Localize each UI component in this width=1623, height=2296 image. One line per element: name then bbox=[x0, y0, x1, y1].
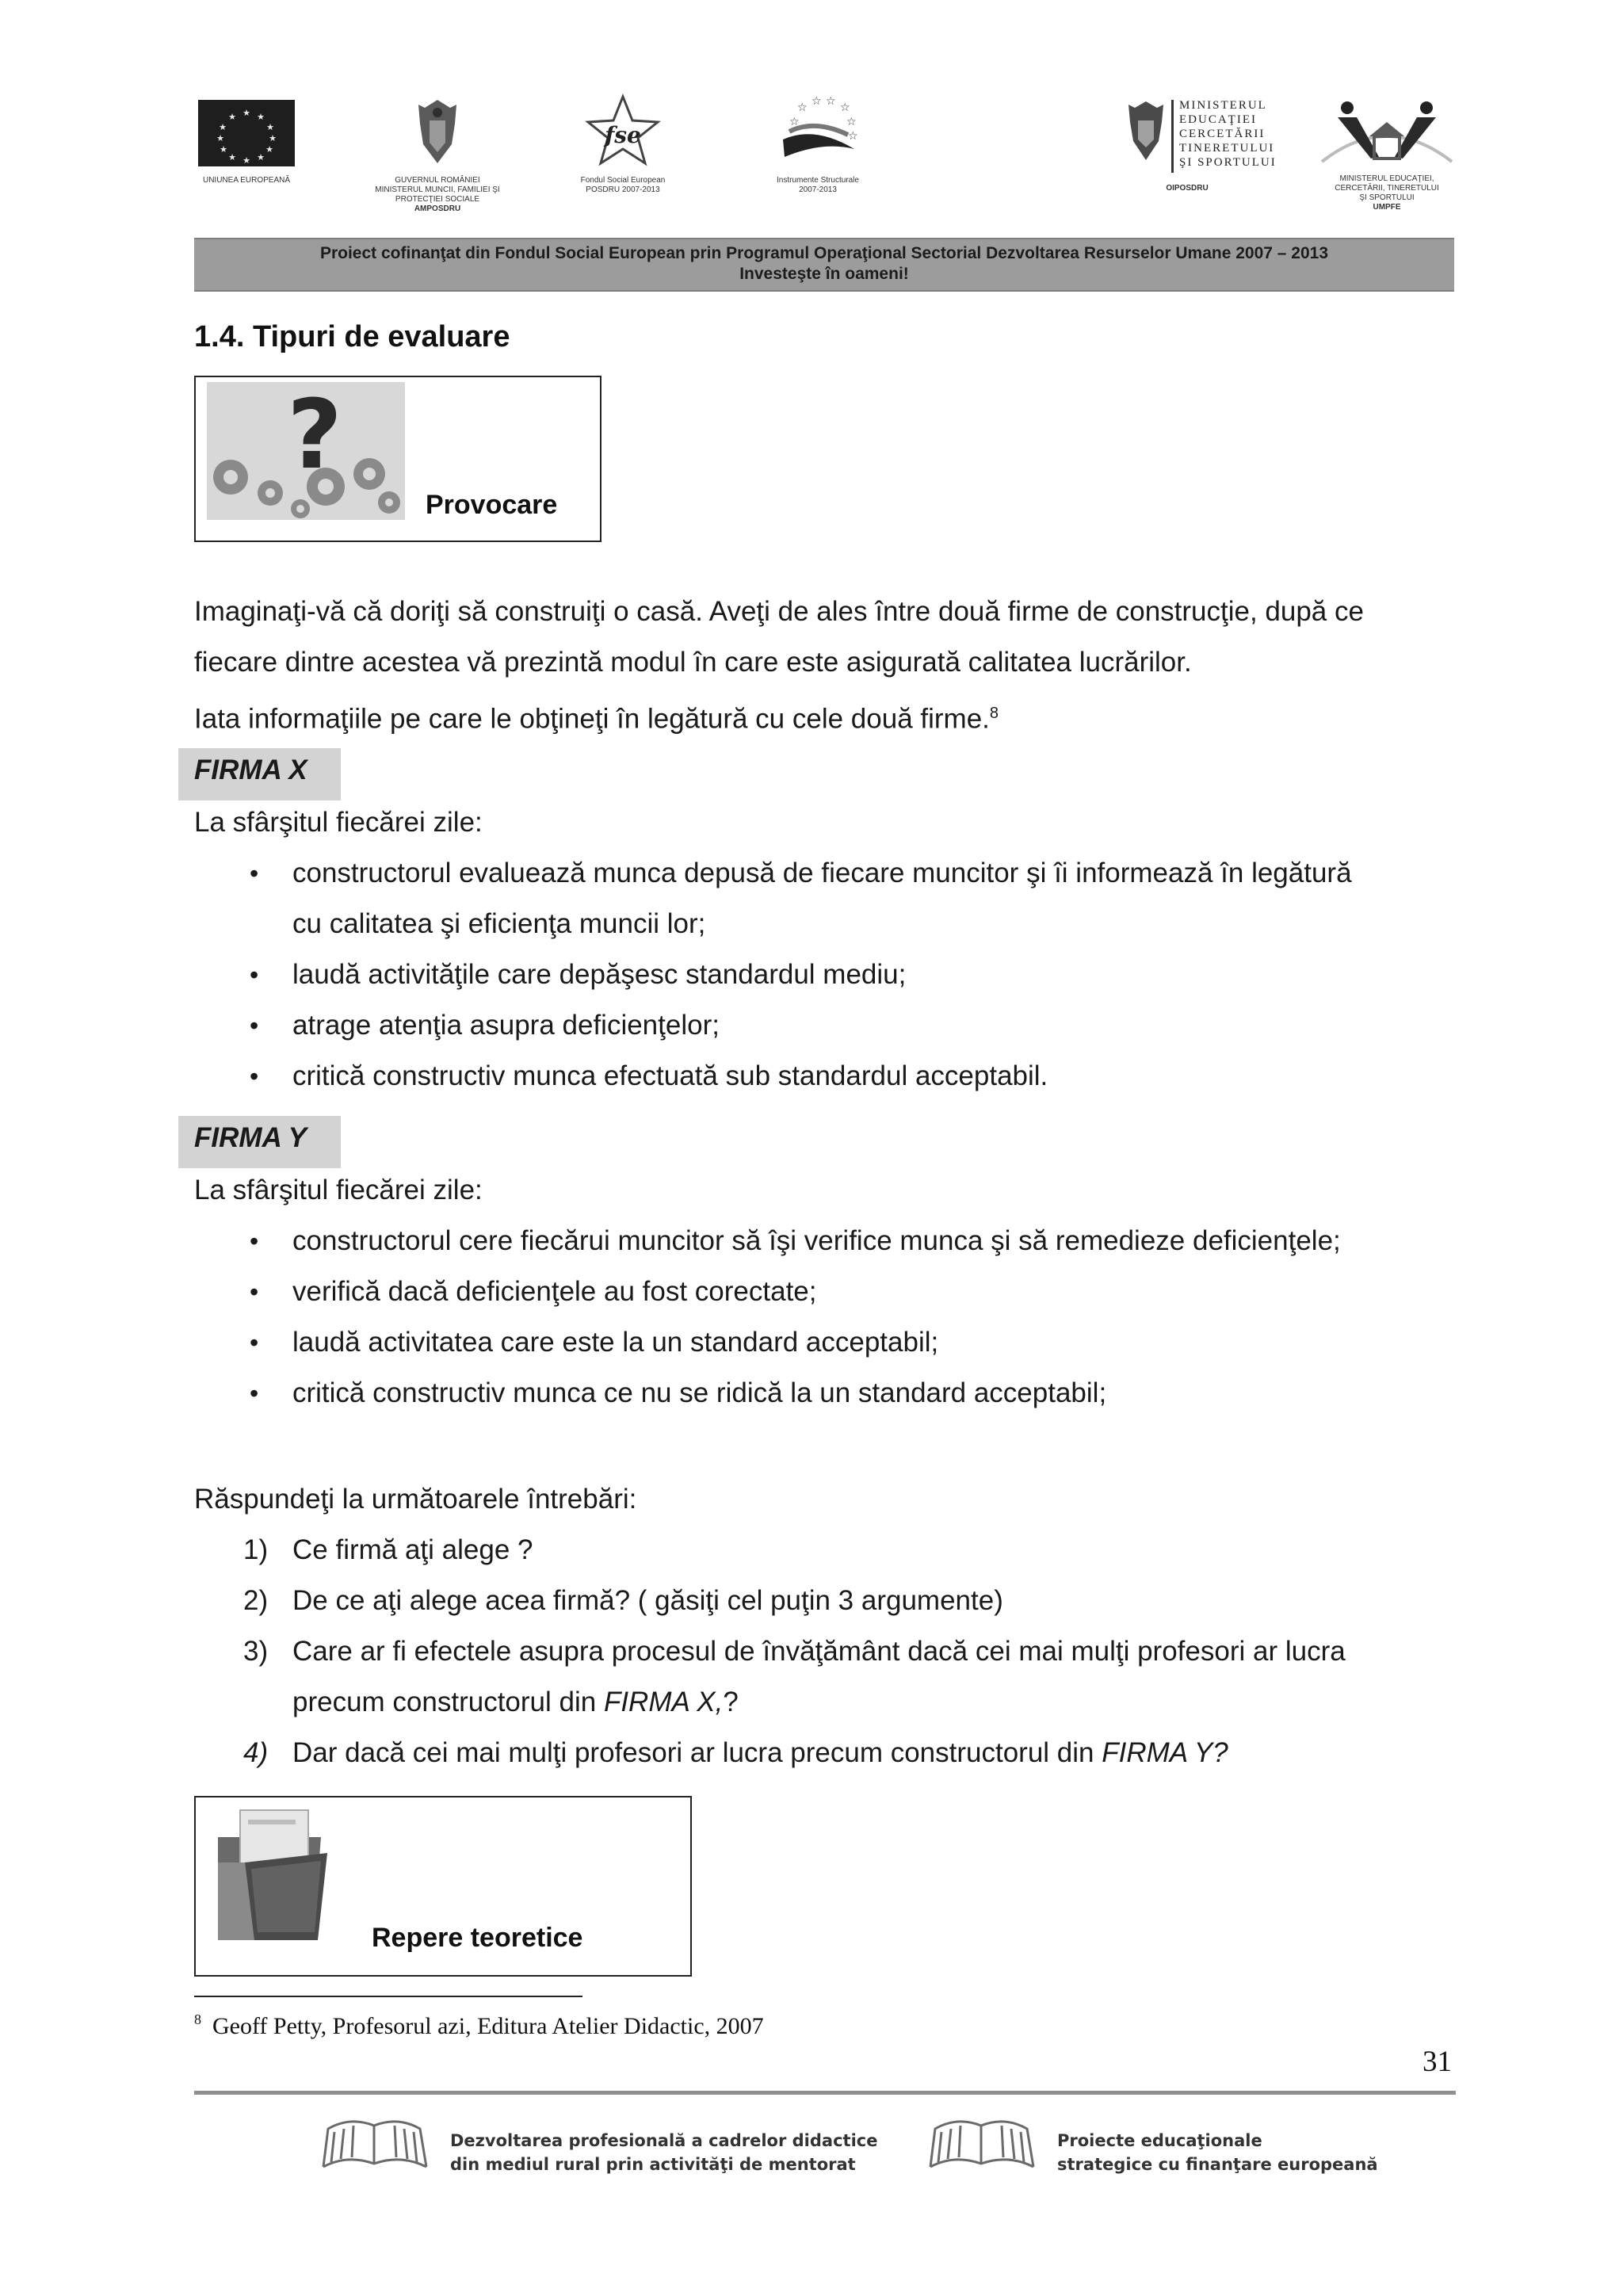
svg-text:★: ★ bbox=[219, 122, 227, 132]
firm-y-lead: La sfârşitul fiecărei zile: bbox=[194, 1175, 483, 1205]
structural-caption: Instrumente Structurale 2007-2013 bbox=[777, 176, 859, 194]
svg-text:fse: fse bbox=[605, 122, 641, 148]
list-item: • constructorul evaluează munca depusă de fiecare muncitor şi îi informează în legătură bbox=[250, 858, 1352, 888]
footnote-ref: 8 bbox=[989, 705, 999, 722]
question-3: 3) Care ar fi efectele asupra procesul de învăţământ dacă cei mai mulţi profesori ar lucra bbox=[243, 1636, 1346, 1667]
svg-text:★: ★ bbox=[265, 144, 273, 155]
firm-x-tag: FIRMA X bbox=[178, 748, 341, 800]
footer-right-text: Proiecte educaţionale strategice cu finanţare europeană bbox=[1057, 2131, 1378, 2174]
questions-lead: Răspundeţi la următoarele întrebări: bbox=[194, 1484, 637, 1515]
list-item: • critică constructiv munca ce nu se ridică la un standard acceptabil; bbox=[250, 1377, 1107, 1408]
gov-crest-icon bbox=[412, 97, 463, 166]
svg-text:★: ★ bbox=[266, 122, 274, 132]
intro-paragraph bbox=[194, 586, 1364, 745]
list-item: • constructorul cere fiecărui muncitor să îşi verifice munca şi să remedieze deficienţele; bbox=[250, 1225, 1341, 1256]
gov-caption: GUVERNUL ROMÂNIEI MINISTERUL MUNCII, FAMILIEI ŞI PROTECŢIEI SOCIALE AMPOSDRU bbox=[375, 176, 500, 213]
project-banner bbox=[194, 238, 1454, 292]
question-4: 4) Dar dacă cei mai mulţi profesori ar lucra precum constructorul din FIRMA Y? bbox=[243, 1737, 1228, 1768]
challenge-label: Provocare bbox=[426, 490, 558, 520]
list-item-continuation: cu calitatea şi eficienţa muncii lor; bbox=[292, 908, 706, 939]
fse-caption: Fondul Social European POSDRU 2007-2013 bbox=[580, 176, 666, 194]
section-title: 1.4. Tipuri de evaluare bbox=[194, 320, 510, 353]
questions-list bbox=[194, 1525, 1346, 1778]
svg-text:★: ★ bbox=[269, 133, 277, 143]
firm-y-tag: FIRMA Y bbox=[178, 1116, 341, 1168]
eu-flag-icon bbox=[198, 100, 295, 166]
svg-text:★: ★ bbox=[242, 108, 250, 118]
intro-line-1: Imaginaţi-vă că doriţi să construiţi o casă. Aveţi de ales între două firme de construcţie, după ce bbox=[194, 596, 1364, 627]
page-number: 31 bbox=[1423, 2046, 1452, 2078]
list-item: • verifică dacă deficienţele au fost corectate; bbox=[250, 1276, 817, 1307]
svg-text:☆: ☆ bbox=[789, 116, 800, 128]
question-gears-icon bbox=[207, 382, 405, 520]
firm-x-list bbox=[194, 848, 1352, 1102]
list-item: • laudă activităţile care depăşesc standardul mediu; bbox=[250, 959, 907, 990]
firm-x-lead: La sfârşitul fiecărei zile: bbox=[194, 807, 483, 838]
question-3-continuation: precum constructorul din FIRMA X,? bbox=[292, 1687, 739, 1717]
ministry-lettering: MINISTERUL EDUCAŢIEI CERCETĂRII TINERETULUI ŞI SPORTULUI bbox=[1179, 99, 1277, 169]
fse-star-icon bbox=[585, 94, 661, 170]
umpfe-logo-icon bbox=[1316, 95, 1458, 171]
intro-line-2: fiecare dintre acestea vă prezintă modul în care este asigurată calitatea lucrărilor. bbox=[194, 647, 1192, 678]
folder-icon bbox=[210, 1805, 329, 1946]
list-item: • critică constructiv munca efectuată sub standardul acceptabil. bbox=[250, 1060, 1048, 1091]
challenge-box bbox=[194, 376, 601, 542]
oiposdru-caption: OIPOSDRU bbox=[1166, 184, 1209, 193]
footnote-text: Geoff Petty, Profesorul azi, Editura Atelier Didactic, 2007 bbox=[212, 2013, 764, 2039]
theory-box bbox=[194, 1796, 692, 1977]
question-1: 1) Ce firmă aţi alege ? bbox=[243, 1534, 533, 1565]
intro-line-3: Iata informaţiile pe care le obţineţi în legătură cu cele două firme.$^8$ bbox=[194, 703, 999, 735]
footnote bbox=[194, 2011, 764, 2040]
open-book-icon bbox=[315, 2115, 434, 2178]
ministry-crest-icon bbox=[1124, 98, 1168, 163]
footer-left-text: Dezvoltarea profesională a cadrelor didactice din mediul rural prin activităţi de mentorat bbox=[450, 2131, 878, 2174]
open-book-icon bbox=[922, 2115, 1041, 2178]
svg-text:★: ★ bbox=[257, 112, 265, 122]
svg-text:★: ★ bbox=[228, 112, 236, 122]
svg-text:☆: ☆ bbox=[846, 116, 857, 128]
umpfe-caption: MINISTERUL EDUCAŢIEI, CERCETĂRII, TINERETULUI ŞI SPORTULUI UMPFE bbox=[1335, 174, 1439, 212]
ministry-divider bbox=[1171, 100, 1174, 173]
svg-text:☆: ☆ bbox=[797, 101, 808, 114]
svg-text:★: ★ bbox=[220, 144, 227, 155]
list-item: • atrage atenţia asupra deficienţelor; bbox=[250, 1010, 720, 1041]
list-item: • laudă activitatea care este la un standard acceptabil; bbox=[250, 1327, 939, 1358]
question-2: 2) De ce aţi alege acea firmă? ( găsiţi cel puţin 3 argumente) bbox=[243, 1585, 1003, 1616]
svg-text:☆: ☆ bbox=[826, 95, 836, 108]
svg-text:★: ★ bbox=[242, 155, 250, 166]
banner-slogan: Investeşte în oameni! bbox=[739, 265, 909, 283]
svg-text:☆: ☆ bbox=[840, 101, 850, 114]
eu-caption: UNIUNEA EUROPEANĂ bbox=[202, 176, 291, 185]
banner-line-1: Proiect cofinanţat din Fondul Social European prin Programul Operaţional Sectorial Dezvoltarea Resurselor Umane 2007 – 2013 bbox=[319, 244, 1329, 262]
theory-label: Repere teoretice bbox=[372, 1923, 583, 1953]
firm-y-list bbox=[194, 1216, 1341, 1419]
svg-text:★: ★ bbox=[216, 133, 224, 143]
svg-text:★: ★ bbox=[257, 152, 265, 162]
svg-text:☆: ☆ bbox=[848, 130, 858, 143]
svg-text:★: ★ bbox=[228, 152, 236, 162]
footnote-divider bbox=[194, 1996, 582, 1997]
footnote-number: 8 bbox=[194, 2011, 201, 2027]
structural-instruments-icon bbox=[775, 94, 862, 170]
svg-text:☆: ☆ bbox=[812, 95, 822, 108]
svg-text:?: ? bbox=[287, 382, 342, 491]
footer-divider bbox=[194, 2091, 1456, 2095]
